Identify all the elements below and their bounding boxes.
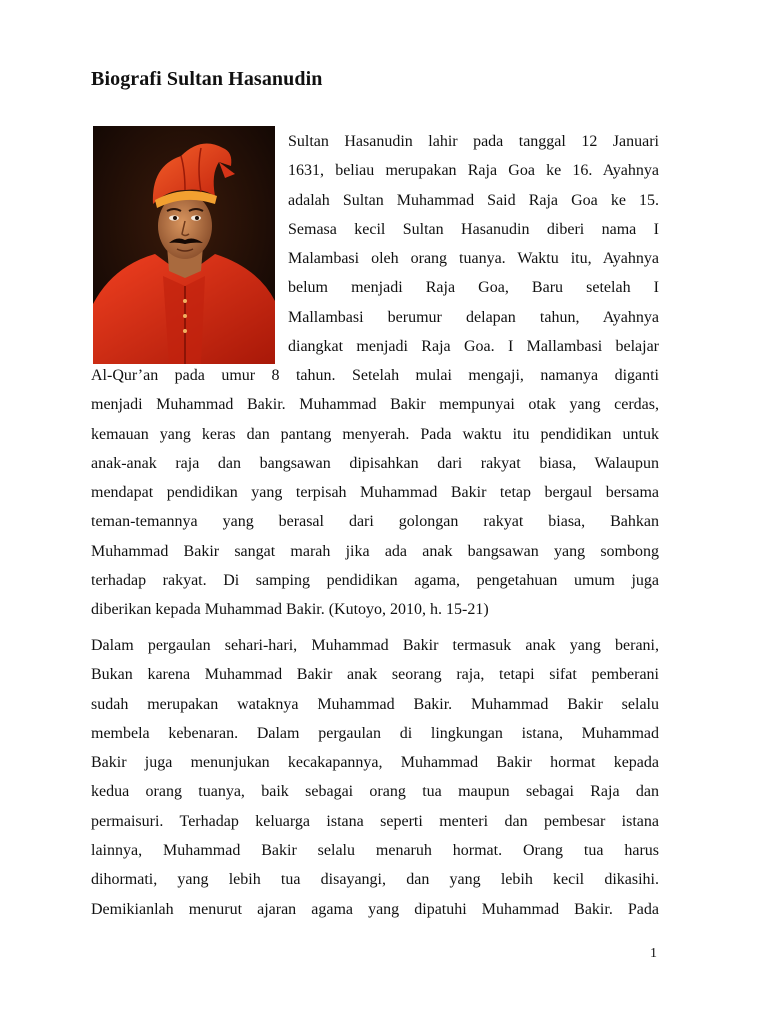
text-line: Sultan Hasanudin lahir pada tanggal 12 Januari	[288, 133, 659, 150]
text-line: diangkat menjadi Raja Goa. I Mallambasi belajar	[288, 338, 659, 356]
text-line: belum menjadi Raja Goa, Baru setelah I	[288, 279, 659, 297]
page-number: 1	[650, 946, 657, 961]
text-line: terhadap rakyat. Di samping pendidikan agama, pengetahuan umum juga	[91, 572, 659, 590]
text-line: 1631, beliau merupakan Raja Goa ke 16. Ayahnya	[288, 162, 659, 180]
paragraph-2-text	[91, 631, 659, 924]
document-title: Biografi Sultan Hasanudin	[91, 68, 323, 90]
text-line: kedua orang tuanya, baik sebagai orang tua maupun sebagai Raja dan	[91, 783, 659, 801]
text-line: anak-anak raja dan bangsawan dipisahkan dari rakyat biasa, Walaupun	[91, 454, 659, 472]
text-line: Demikianlah menurut ajaran agama yang dipatuhi Muhammad Bakir. Pada	[91, 900, 659, 918]
text-line: mendapat pendidikan yang terpisah Muhammad Bakir tetap bergaul bersama	[91, 484, 659, 502]
paragraph-1-side-text	[288, 127, 659, 361]
text-line: Al-Qur’an pada umur 8 tahun. Setelah mulai mengaji, namanya diganti	[91, 367, 659, 384]
text-line: permaisuri. Terhadap keluarga istana seperti menteri dan pembesar istana	[91, 812, 659, 830]
text-line: lainnya, Muhammad Bakir selalu menaruh hormat. Orang tua harus	[91, 842, 659, 860]
text-line: dihormati, yang lebih tua disayangi, dan yang lebih kecil dikasihi.	[91, 871, 659, 889]
text-line: Muhammad Bakir sangat marah jika ada anak bangsawan yang sombong	[91, 542, 659, 560]
text-line: Bakir juga menunjukan kecakapannya, Muhammad Bakir hormat kepada	[91, 754, 659, 772]
text-line: Semasa kecil Sultan Hasanudin diberi nama I	[288, 220, 659, 238]
text-line: diberikan kepada Muhammad Bakir. (Kutoyo, 2010, h. 15-21)	[91, 601, 489, 619]
text-line: Malambasi oleh orang tuanya. Waktu itu, Ayahnya	[288, 250, 659, 268]
text-line: teman-temannya yang berasal dari golongan rakyat biasa, Bahkan	[91, 513, 659, 531]
text-line: sudah merupakan wataknya Muhammad Bakir. Muhammad Bakir selalu	[91, 695, 659, 713]
text-line: membela kebenaran. Dalam pergaulan di lingkungan istana, Muhammad	[91, 724, 659, 742]
text-line: Bukan karena Muhammad Bakir anak seorang raja, tetapi sifat pemberani	[91, 666, 659, 684]
paragraph-1-body-text	[91, 361, 659, 625]
text-line: menjadi Muhammad Bakir. Muhammad Bakir mempunyai otak yang cerdas,	[91, 396, 659, 414]
text-line: Mallambasi berumur delapan tahun, Ayahnya	[288, 308, 659, 326]
text-line: adalah Sultan Muhammad Said Raja Goa ke 15.	[288, 191, 659, 209]
sultan-portrait-image	[93, 126, 275, 364]
text-line: kemauan yang keras dan pantang menyerah. Pada waktu itu pendidikan untuk	[91, 425, 659, 443]
text-line: Dalam pergaulan sehari-hari, Muhammad Bakir termasuk anak yang berani,	[91, 637, 659, 654]
